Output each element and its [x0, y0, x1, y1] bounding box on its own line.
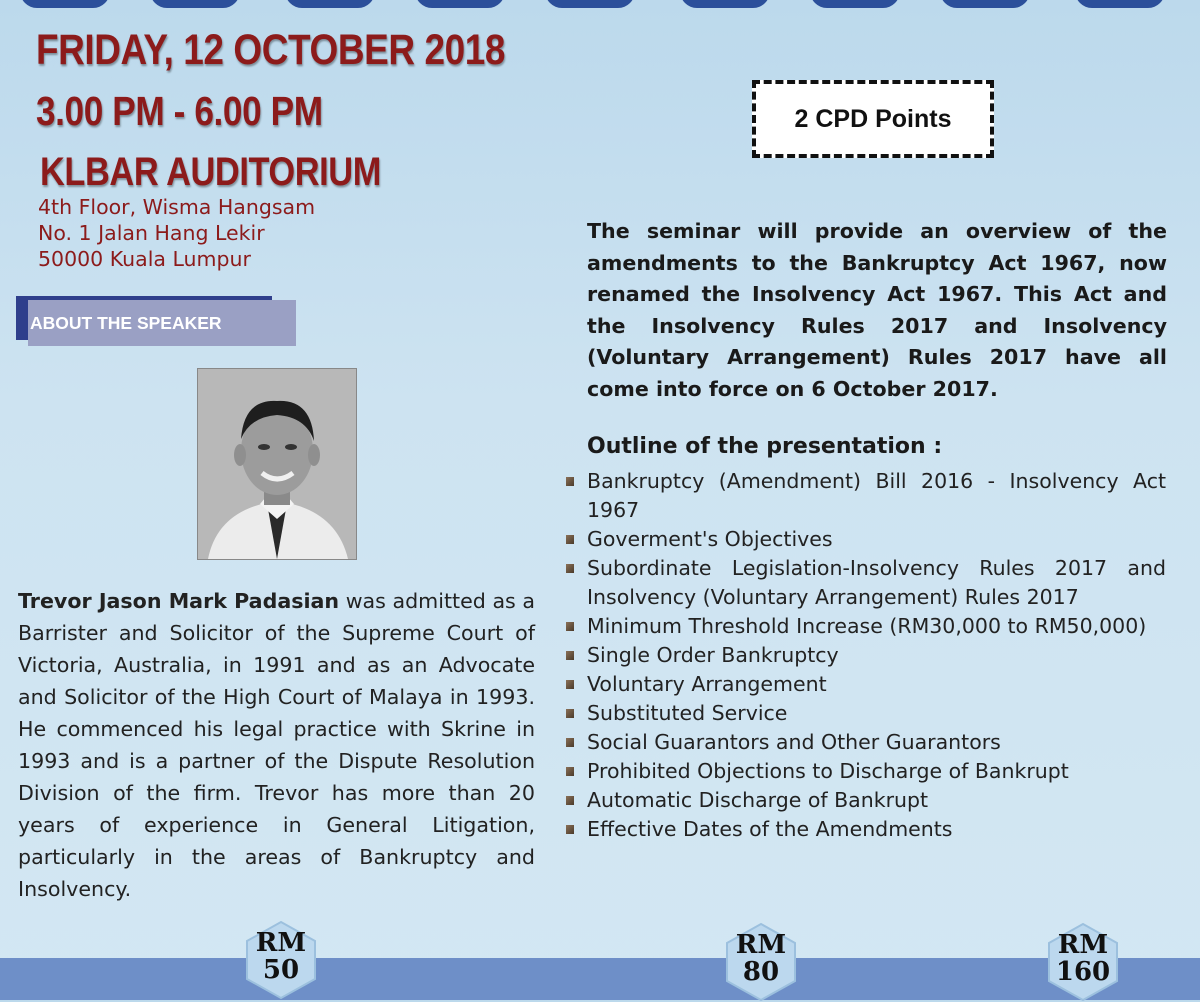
square-bullet-icon [566, 477, 574, 486]
square-bullet-icon [566, 767, 574, 776]
list-item [566, 757, 1166, 786]
event-time: 3.00 PM - 6.00 PM [36, 88, 323, 134]
cpd-points-box: 2 CPD Points [752, 80, 994, 158]
list-item-text: Single Order Bankruptcy [587, 643, 839, 667]
list-item-text: Substituted Service [587, 701, 788, 725]
speaker-bio-text: was admitted as a Barrister and Solicitor of the Supreme Court of Victoria, Australia, in 1991 and as an Advocate and Solicitor of the High Court of Malaya in 1993. He commenced his legal practice with Skrine in 1993 and is a partner of the Dispute Resolution Division of the firm. Trevor has more than 20 years of experience in General Litigation, particularly in the areas of Bankruptcy and Insolvency. [18, 589, 535, 901]
square-bullet-icon [566, 564, 574, 573]
price-label [241, 930, 321, 984]
list-item-text: Minimum Threshold Increase (RM30,000 to RM50,000) [587, 614, 1147, 638]
bottom-bar [0, 955, 1200, 1000]
square-bullet-icon [566, 535, 574, 544]
square-bullet-icon [566, 738, 574, 747]
list-item [566, 612, 1166, 641]
list-item-text: Prohibited Objections to Discharge of Bankrupt [587, 759, 1069, 783]
about-speaker-banner [16, 296, 272, 348]
list-item-text: Automatic Discharge of Bankrupt [587, 788, 929, 812]
list-item-text: Bankruptcy (Amendment) Bill 2016 - Insolvency Act 1967 [587, 469, 1166, 522]
price-amount: 50 [262, 955, 300, 985]
price-currency: RM [255, 928, 307, 958]
list-item [566, 467, 1166, 525]
outline-title: Outline of the presentation : [587, 434, 943, 459]
square-bullet-icon [566, 709, 574, 718]
venue-address [38, 194, 315, 272]
square-bullet-icon [566, 622, 574, 631]
price-badge [721, 922, 801, 1002]
speaker-bio [18, 585, 535, 905]
event-venue: KLBAR AUDITORIUM [40, 150, 381, 194]
price-label [1043, 932, 1123, 986]
list-item [566, 699, 1166, 728]
address-line: No. 1 Jalan Hang Lekir [38, 221, 265, 245]
speaker-photo [197, 368, 357, 560]
address-line: 4th Floor, Wisma Hangsam [38, 195, 316, 219]
list-item-text: Social Guarantors and Other Guarantors [587, 730, 1001, 754]
price-amount: 160 [1055, 957, 1111, 987]
square-bullet-icon [566, 680, 574, 689]
price-badge [1043, 922, 1123, 1002]
price-amount: 80 [742, 957, 780, 987]
price-currency: RM [1057, 930, 1109, 960]
speaker-portrait-icon [198, 369, 356, 559]
list-item [566, 728, 1166, 757]
list-item [566, 525, 1166, 554]
list-item-text: Subordinate Legislation-Insolvency Rules 2017 and Insolvency (Voluntary Arrangement) Rules 2017 [587, 556, 1166, 609]
price-label [721, 932, 801, 986]
address-line: 50000 Kuala Lumpur [38, 247, 251, 271]
list-item-text: Goverment's Objectives [587, 527, 833, 551]
list-item [566, 786, 1166, 815]
seminar-overview: The seminar will provide an overview of the amendments to the Bankruptcy Act 1967, now renamed the Insolvency Act 1967. This Act and the Insolvency Rules 2017 and Insolvency (Voluntary Arrangement) Rules 2017 have all come into force on 6 October 2017. [587, 219, 1167, 401]
square-bullet-icon [566, 651, 574, 660]
event-date: FRIDAY, 12 OCTOBER 2018 [36, 26, 505, 74]
list-item [566, 670, 1166, 699]
list-item [566, 641, 1166, 670]
top-decoration [0, 0, 1200, 14]
list-item-text: Effective Dates of the Amendments [587, 817, 953, 841]
banner-label: ABOUT THE SPEAKER [28, 300, 296, 346]
speaker-name: Trevor Jason Mark Padasian [18, 589, 340, 613]
price-badge [241, 920, 321, 1000]
square-bullet-icon [566, 825, 574, 834]
square-bullet-icon [566, 796, 574, 805]
list-item [566, 554, 1166, 612]
list-item [566, 815, 1166, 844]
price-currency: RM [735, 930, 787, 960]
outline-list [566, 467, 1166, 844]
list-item-text: Voluntary Arrangement [587, 672, 827, 696]
